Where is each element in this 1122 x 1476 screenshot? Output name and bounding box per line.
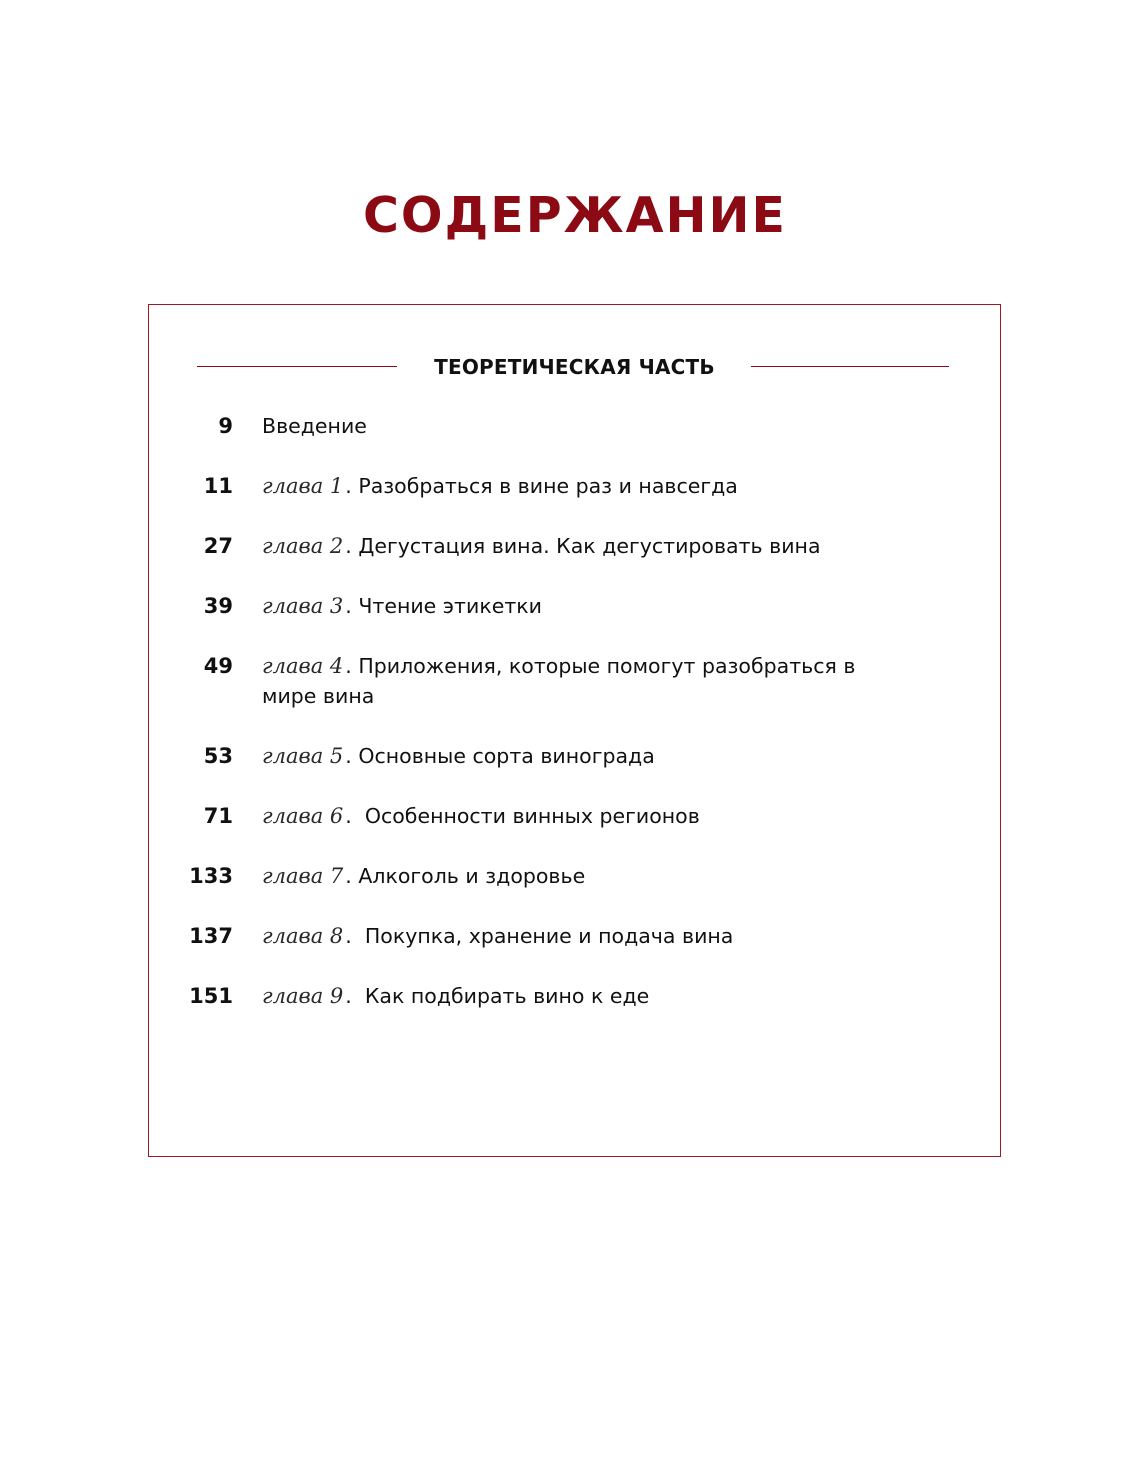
entry-title-wrap xyxy=(262,531,902,561)
chapter-label: глава 8 xyxy=(262,924,344,948)
chapter-separator: . xyxy=(345,864,359,888)
entry-title: Особенности винных регионов xyxy=(364,804,700,828)
entry-title: Дегустация вина. Как дегустировать вина xyxy=(358,534,821,558)
chapter-separator: . xyxy=(345,984,365,1008)
entry-title: Разобраться в вине раз и навсегда xyxy=(358,474,738,498)
section-header xyxy=(197,355,949,379)
entry-page-number: 133 xyxy=(189,864,233,888)
chapter-separator: . xyxy=(345,804,365,828)
section-title: ТЕОРЕТИЧЕСКАЯ ЧАСТЬ xyxy=(434,355,715,379)
chapter-label: глава 3 xyxy=(262,594,344,618)
chapter-separator: . xyxy=(345,744,359,768)
chapter-separator: . xyxy=(345,594,359,618)
page-title: СОДЕРЖАНИЕ xyxy=(362,186,788,244)
chapter-label: глава 2 xyxy=(262,534,344,558)
entry-title-wrap xyxy=(262,741,902,771)
entry-page-number: 27 xyxy=(203,534,233,558)
chapter-label: глава 7 xyxy=(262,864,344,888)
entry-title-wrap xyxy=(262,801,902,831)
entry-page-number: 9 xyxy=(218,414,233,438)
entry-page-number: 49 xyxy=(203,654,233,678)
chapter-label: глава 1 xyxy=(262,474,344,498)
entry-title: Покупка, хранение и подача вина xyxy=(364,924,734,948)
entry-title: Основные сорта винограда xyxy=(358,744,655,768)
entry-title: Приложения, которые помогут разобраться в мире вина xyxy=(262,654,856,708)
entry-title: Чтение этикетки xyxy=(358,594,542,618)
entry-page-number: 39 xyxy=(203,594,233,618)
section-rule-left xyxy=(197,366,397,367)
entry-title: Как подбирать вино к еде xyxy=(364,984,650,1008)
entry-page-number: 11 xyxy=(203,474,233,498)
entry-page-number: 151 xyxy=(189,984,233,1008)
chapter-separator: . xyxy=(345,474,359,498)
chapter-label: глава 4 xyxy=(262,654,344,678)
entry-title-wrap xyxy=(262,471,902,501)
entry-title-wrap xyxy=(262,411,902,441)
chapter-label: глава 5 xyxy=(262,744,344,768)
entry-page-number: 137 xyxy=(189,924,233,948)
entry-page-number: 53 xyxy=(203,744,233,768)
entry-title-wrap xyxy=(262,861,902,891)
entry-title: Введение xyxy=(262,414,367,438)
section-rule-right xyxy=(751,366,949,367)
entry-title-wrap xyxy=(262,591,902,621)
chapter-separator: . xyxy=(345,924,365,948)
chapter-separator: . xyxy=(345,654,359,678)
toc-box xyxy=(148,304,1001,1157)
entry-title-wrap xyxy=(262,651,872,711)
entry-title-wrap xyxy=(262,981,902,1011)
chapter-label: глава 9 xyxy=(262,984,344,1008)
entry-title: Алкоголь и здоровье xyxy=(358,864,586,888)
chapter-label: глава 6 xyxy=(262,804,344,828)
chapter-separator: . xyxy=(345,534,359,558)
entry-page-number: 71 xyxy=(203,804,233,828)
entry-title-wrap xyxy=(262,921,902,951)
